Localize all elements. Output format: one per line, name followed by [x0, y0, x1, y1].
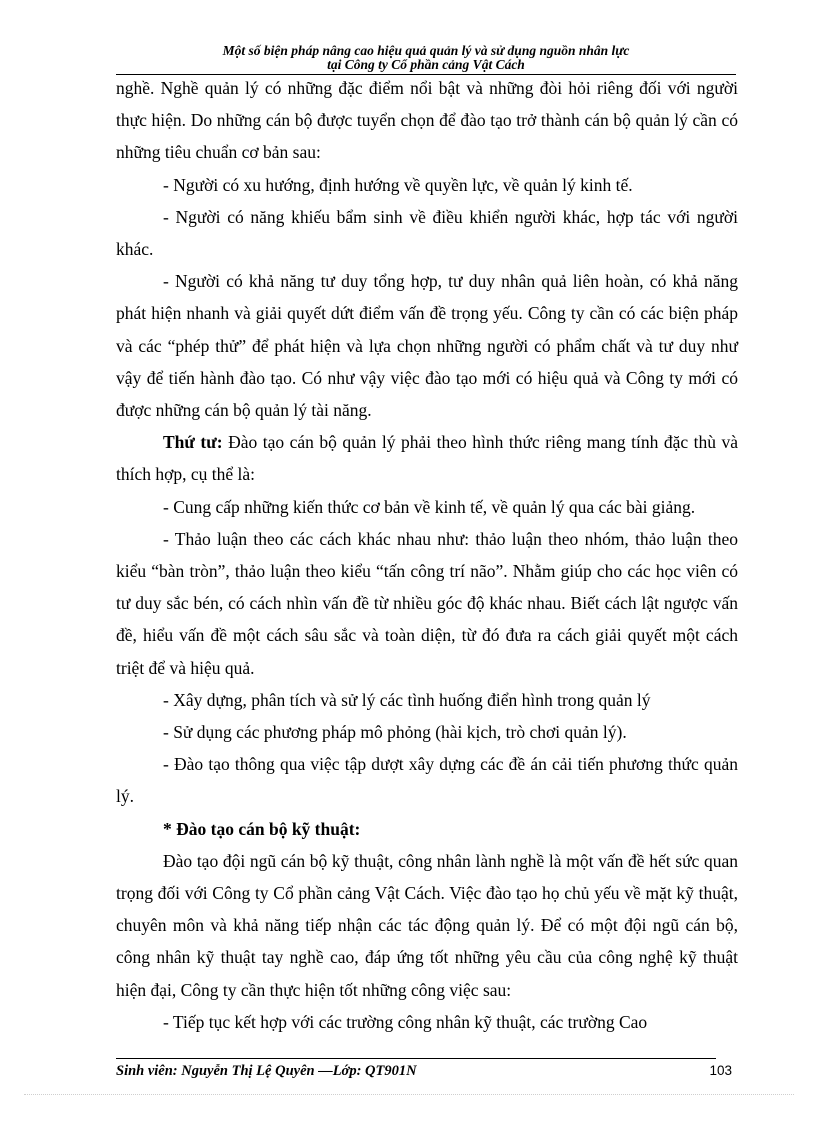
- criteria-item-2: - Người có năng khiếu bẩm sinh về điều khiển người khác, hợp tác với người khác.: [116, 206, 738, 260]
- header-title-line-2: tại Công ty Cổ phần cảng Vật Cách: [327, 57, 525, 72]
- training-method-2: - Thảo luận theo các cách khác nhau như: thảo luận theo nhóm, thảo luận theo kiểu “bàn tròn”, thảo luận theo kiểu “tấn công trí não”. Nhằm giúp cho các học viên có tư duy sắc bén, có cách nhìn vấn đề từ nhiều góc độ khác nhau. Biết cách lật ngược vấn đề, hiểu vấn đề một cách sâu sắc và toàn diện, từ đó đưa ra cách giải quyết một cách triệt để và hiệu quả.: [116, 528, 738, 678]
- page-body: [116, 72, 738, 1038]
- footer-author: Sinh viên: Nguyễn Thị Lệ Quyên —Lớp: QT901N: [116, 1063, 417, 1079]
- running-footer: [116, 1063, 736, 1081]
- section-heading: * Đào tạo cán bộ kỹ thuật:: [163, 818, 361, 839]
- page-edge-line: [24, 1094, 794, 1095]
- criteria-item-1: - Người có xu hướng, định hướng về quyền lực, về quản lý kinh tế.: [163, 174, 633, 195]
- technical-task-1: - Tiếp tục kết hợp với các trường công nhân kỹ thuật, các trường Cao: [163, 1011, 648, 1032]
- paragraph-thu-tu: [116, 426, 738, 490]
- training-method-1: - Cung cấp những kiến thức cơ bản về kinh tế, về quản lý qua các bài giảng.: [163, 496, 696, 517]
- training-method-4: - Sử dụng các phương pháp mô phỏng (hài kịch, trò chơi quản lý).: [163, 722, 627, 743]
- running-header: [116, 44, 736, 72]
- page-number: 103: [709, 1063, 732, 1078]
- header-title-line-1: Một số biện pháp nâng cao hiệu quả quản lý và sử dụng nguồn nhân lực: [222, 43, 630, 58]
- paragraph-technical-staff: Đào tạo đội ngũ cán bộ kỹ thuật, công nhân lành nghề là một vấn đề hết sức quan trọng đối với Công ty Cổ phần cảng Vật Cách. Việc đào tạo họ chủ yếu về mặt kỹ thuật, chuyên môn và khả năng tiếp nhận các tác động quản lý. Để có một đội ngũ cán bộ, công nhân kỹ thuật tay nghề cao, đáp ứng tốt những yêu cầu của công nghệ kỹ thuật hiện đại, Công ty cần thực hiện tốt những công việc sau:: [116, 850, 738, 1000]
- paragraph-thu-tu-text: Đào tạo cán bộ quản lý phải theo hình thức riêng mang tính đặc thù và thích hợp, cụ thể là:: [116, 432, 738, 485]
- training-method-3: - Xây dựng, phân tích và sử lý các tình huống điển hình trong quản lý: [163, 689, 651, 710]
- footer-divider: [116, 1058, 716, 1059]
- paragraph-lead-label: Thứ tư:: [163, 432, 223, 453]
- paragraph-continuation: nghề. Nghề quản lý có những đặc điểm nổi bật và những đòi hỏi riêng đối với người thực hiện. Do những cán bộ được tuyển chọn để đào tạo trở thành cán bộ quản lý cần có những tiêu chuẩn cơ bản sau:: [116, 78, 738, 163]
- training-method-5: - Đào tạo thông qua việc tập dượt xây dựng các đề án cải tiến phương thức quản lý.: [116, 754, 738, 807]
- criteria-item-3: - Người có khả năng tư duy tổng hợp, tư duy nhân quả liên hoàn, có khả năng phát hiện nhanh và giải quyết dứt điểm vấn đề trọng yếu. Công ty cần có các biện pháp và các “phép thử” để phát hiện và lựa chọn những người có phẩm chất và tư duy như vậy để tiến hành đào tạo. Có như vậy việc đào tạo mới có hiệu quả và Công ty mới có được những cán bộ quản lý tài năng.: [116, 271, 738, 421]
